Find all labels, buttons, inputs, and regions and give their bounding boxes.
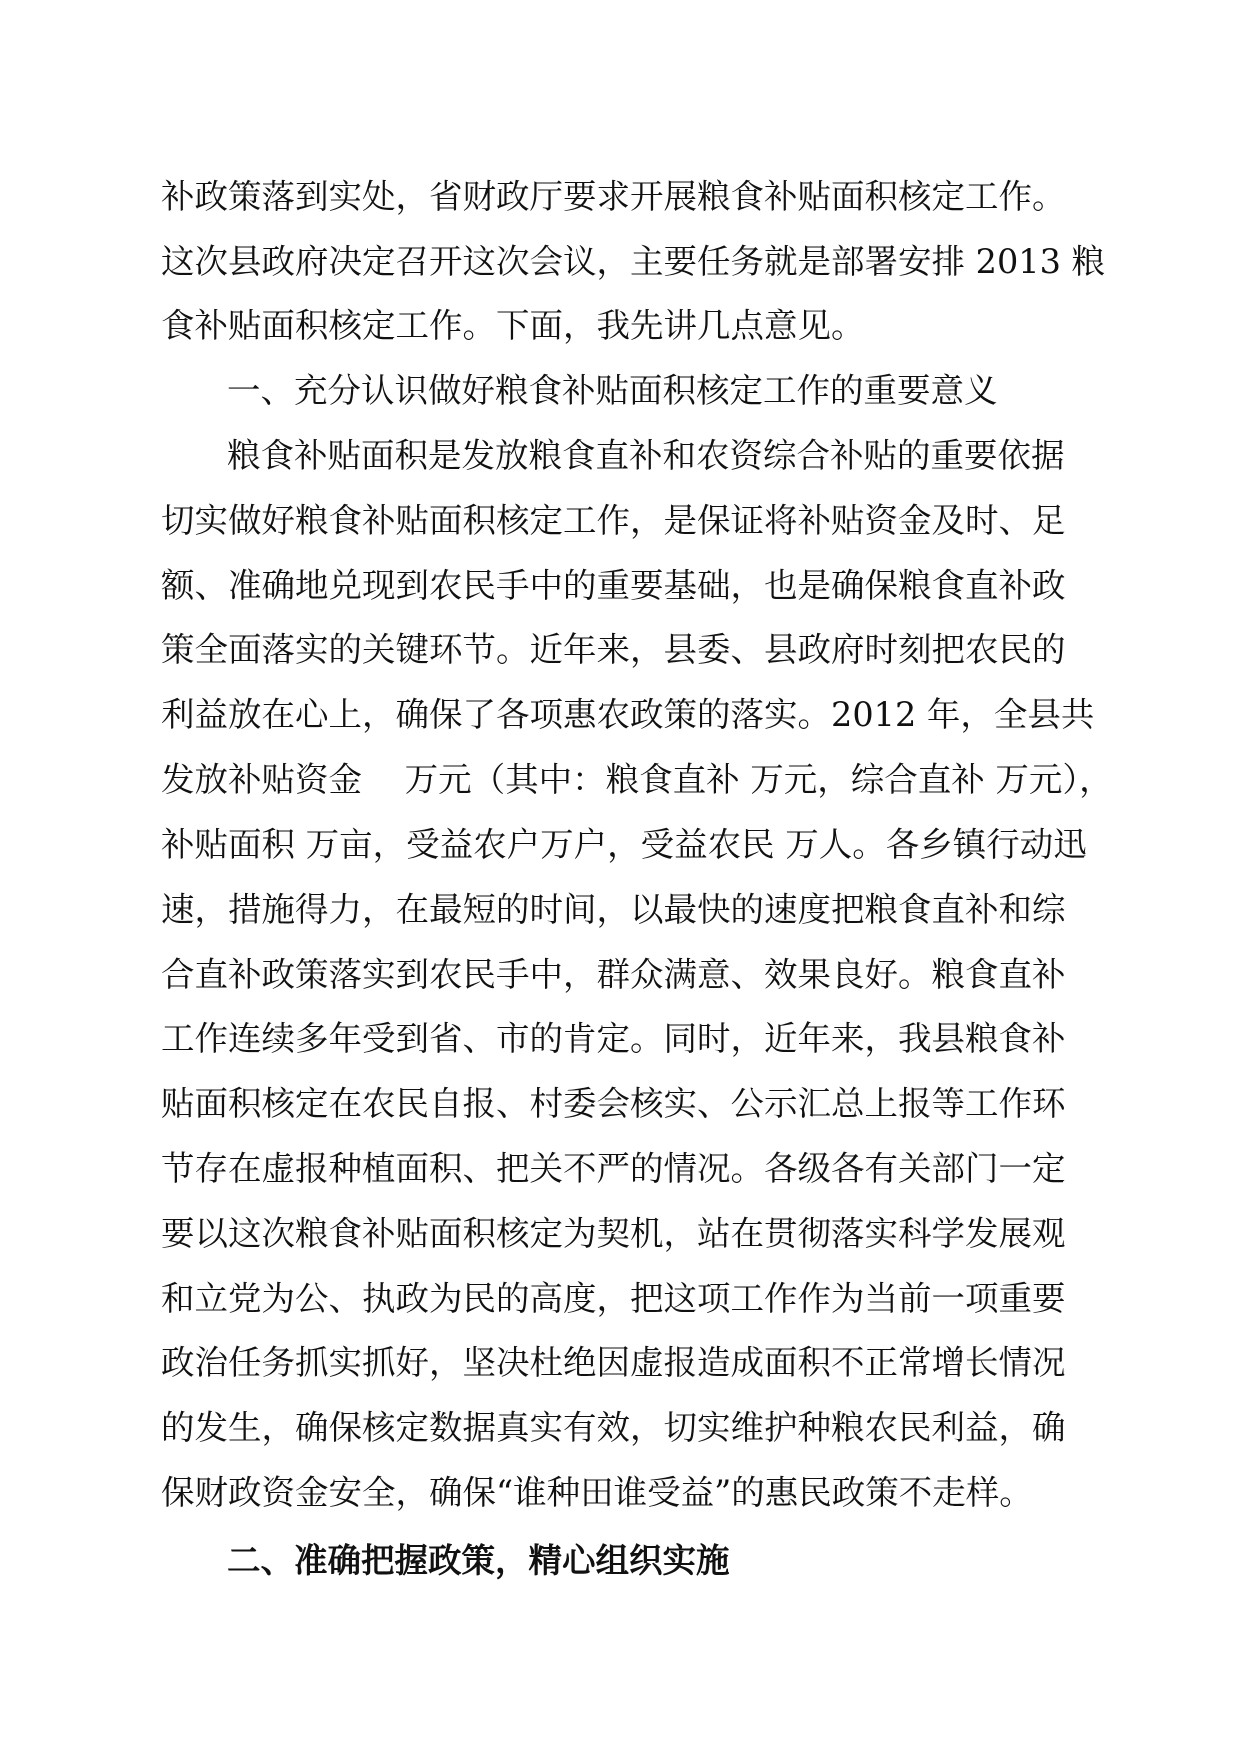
body-text-line: 发放补贴资金 万元（其中：粮食直补 万元，综合直补 万元）， [161,760,1113,799]
body-text-line: 食补贴面积核定工作。下面，我先讲几点意见。 [161,306,865,345]
body-text-line: 要以这次粮食补贴面积核定为契机，站在贯彻落实科学发展观 [161,1214,1066,1253]
body-text-line: 这次县政府决定召开这次会议，主要任务就是部署安排 2013 粮 [161,242,1106,281]
body-text-line: 利益放在心上，确保了各项惠农政策的落实。2012 年，全县共 [161,695,1095,734]
body-text-line: 粮食补贴面积是发放粮食直补和农资综合补贴的重要依据 [227,436,1065,475]
body-text-line: 的发生，确保核定数据真实有效，切实维护种粮农民利益，确 [161,1408,1066,1447]
body-text-line: 额、准确地兑现到农民手中的重要基础，也是确保粮食直补政 [161,566,1066,605]
body-text-line: 速，措施得力，在最短的时间，以最快的速度把粮食直补和综 [161,890,1066,929]
body-text-line: 工作连续多年受到省、市的肯定。同时，近年来，我县粮食补 [161,1019,1066,1058]
section-heading: 一、充分认识做好粮食补贴面积核定工作的重要意义 [227,371,998,410]
body-text-line: 合直补政策落实到农民手中，群众满意、效果良好。粮食直补 [161,955,1066,994]
section-heading: 二、准确把握政策，精心组织实施 [227,1541,730,1580]
body-text-line: 补政策落到实处，省财政厅要求开展粮食补贴面积核定工作。 [161,177,1066,216]
body-text-line: 和立党为公、执政为民的高度，把这项工作作为当前一项重要 [161,1279,1066,1318]
body-text-line: 切实做好粮食补贴面积核定工作，是保证将补贴资金及时、足 [161,501,1066,540]
body-text-line: 政治任务抓实抓好，坚决杜绝因虚报造成面积不正常增长情况 [161,1343,1066,1382]
body-text-line: 节存在虚报种植面积、把关不严的情况。各级各有关部门一定 [161,1149,1066,1188]
body-text-line: 保财政资金安全，确保“谁种田谁受益”的惠民政策不走样。 [161,1473,1033,1512]
body-text-line: 贴面积核定在农民自报、村委会核实、公示汇总上报等工作环 [161,1084,1066,1123]
body-text-line: 补贴面积 万亩，受益农户万户，受益农民 万人。各乡镇行动迅 [161,825,1087,864]
body-text-line: 策全面落实的关键环节。近年来，县委、县政府时刻把农民的 [161,630,1066,669]
